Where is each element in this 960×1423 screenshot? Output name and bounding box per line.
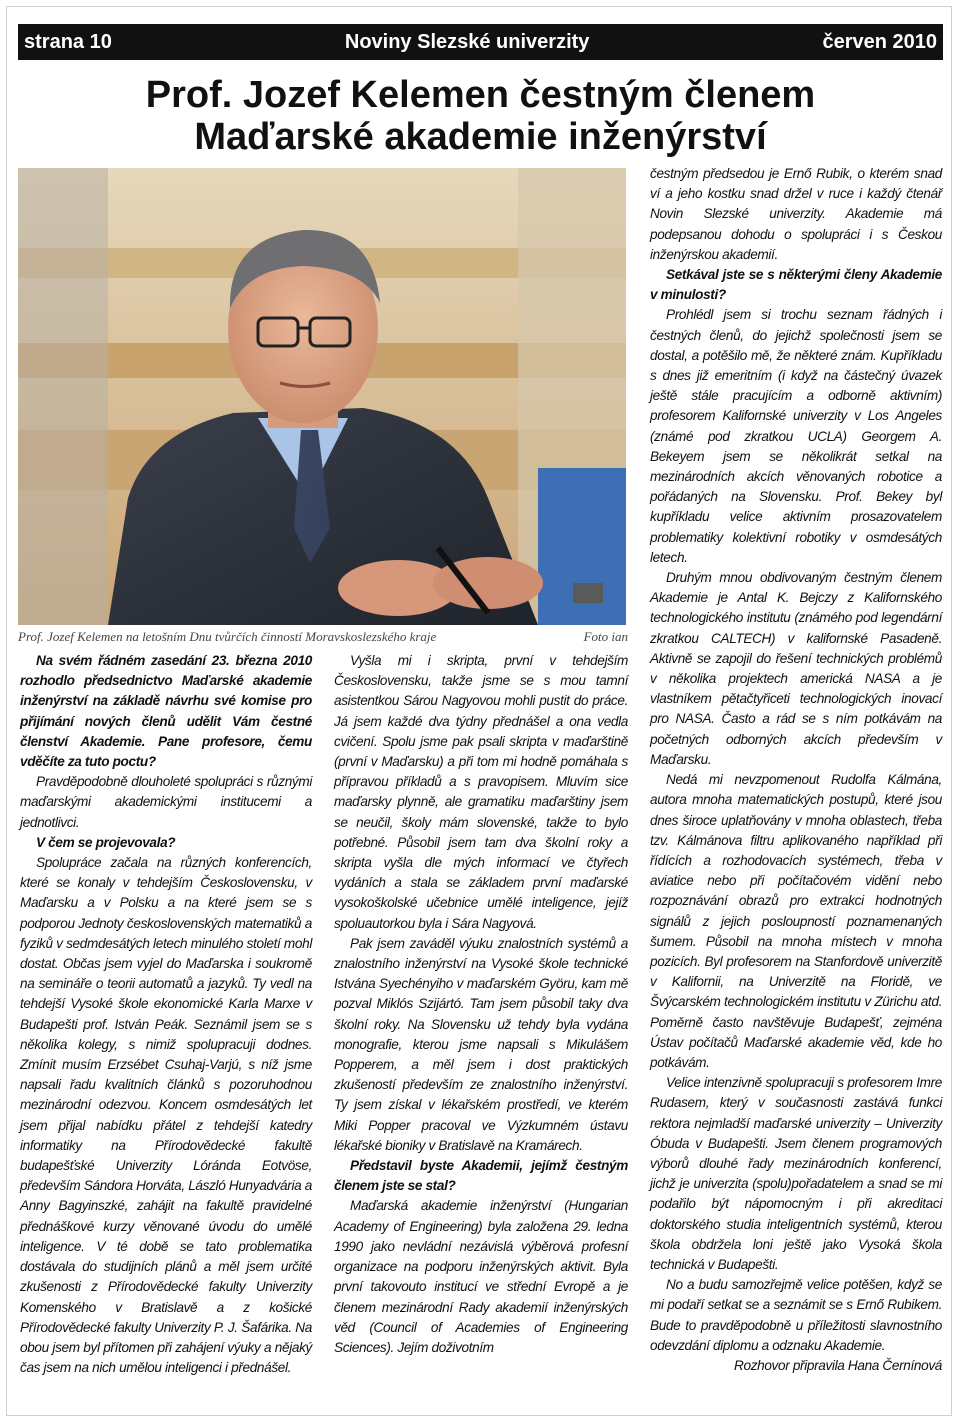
issue-date: červen 2010	[822, 30, 937, 53]
headline-line-1: Prof. Jozef Kelemen čestným členem	[145, 74, 816, 116]
answer: Pravděpodobně dlouholeté spolupráci s různými maďarskými akademickými institucemi a jednotlivci.	[20, 774, 312, 830]
photo-credit: Foto ian	[583, 629, 628, 644]
answer: Spolupráce začala na různých konferencích, které se konaly v tehdejším Československu, v Maďarsku a v Polsku a na které jsem se s podporou Jednoty československých matematiků a fyziků v sedmdesátých letech minulého století mohl dostat. Občas jsem vyjel do Maďarska i soukromě na semináře o teorii automatů a jazyků. Ty vedl na tehdejší Vysoké škole ekonomické Karla Marxe v Budapešti prof. István Peák. Seznámil jsem se s několika kolegy, s nimiž spolupracuji dodnes. Zmínit musím Erzsébet Csuhaj-Varjú, s níž jsme napsali řadu kvalitních článků s pozoruhodnou mezinárodní odezvou. Koncem osmdesátých let jsem přijal nabídku přátel z tehdejší katedry informatiky na Přírodovědecké fakultě budapešťské Univerzity Lóránda Eotvöse, především Sándora Horváta, László Hunyadvária a Anny Bagyinszké, zahájit na fakultě pravidelné přednáškové kurzy věnované úvodu do umělé inteligence. V té době se tato problematika dostávala do studijních plánů a měl jsem určité zkušenosti z Přírodovědecké fakulty Univerzity Komenského v Bratislavě a z košické Přírodovědecké fakulty Univerzity P. J. Šafárika. Na obou jsem byl přítomen při zahájení výuky a nějaký čas jsem na nich umělou inteligenci i přednášel.	[20, 855, 312, 1376]
page-number: strana 10	[24, 30, 112, 53]
answer: Druhým mnou obdivovaným čestným členem Akademie je Antal K. Bejczy z Kalifornského technologického institutu (známého pod legendární zkratkou CALTECH) v kalifornské Pasadeně. Aktivně se zapojil do řešení technických problémů v několika projektech americká NASA a je vlastníkem pětačtyřiceti technologických inovací pro NASA. Často a rád se s ním potkávám na početných odborných akcích především v Maďarsku.	[650, 570, 942, 767]
answer: No a budu samozřejmě velice potěšen, když se mi podaří setkat se a seznámit se s Ernő Rubikem. Bude to pravděpodobně u příležitosti slavnostního odevzdání diplomu a odznaku Akademie.	[650, 1277, 942, 1353]
question: V čem se projevovala?	[36, 834, 176, 850]
answer: Vyšla mi i skripta, první v tehdejším Československu, takže jsme se s mou tamní asistentkou Sárou Nagyovou mohli pustit do práce. Já jsem každé dva týdny přednášel a ona vedla cvičení. Spolu jsme pak psali skripta v maďarštině (první v Maďarsku) a při tom mi hodně pomáhala s přípravou příkladů a s pravopisem. Mluvím sice maďarsky plynně, ale gramatiku maďarštiny jsem se neučil, školy mám slovenské, takže to bylo potřebné. Působil jsem tam dva školní roky a skripta vyšla dle mých informací ve čtyřech vydáních a stala se základem první maďarské vysokoškolské učebnice umělé inteligence, jejíž spoluautorkou byla i Sára Nagyová.	[334, 653, 628, 931]
page-header	[18, 24, 943, 60]
author-signature: Rozhovor připravila Hana Černínová	[734, 1357, 942, 1373]
headline-line-2: Maďarské akademie inženýrství	[194, 116, 767, 158]
answer: čestným předsedou je Ernő Rubik, o kterém snad ví a jeho kostku snad držel v ruce i každý čtenář Novin Slezské univerzity. Akademie má podepsanou dohodu o spolupráci i s Českou inženýrskou akademií.	[650, 166, 942, 262]
publication-name: Noviny Slezské univerzity	[344, 30, 590, 53]
answer: Prohlédl jsem si trochu seznam řádných i čestných členů, do jejichž společnosti jsem se dostal, a potěšilo mě, že některé znám. Kupříkladu s dnes již emeritním (i když na částečný úvazek ještě stále pracujícím a odborně aktivním) profesorem Kalifornské univerzity v Los Angeles (známé pod zkratkou UCLA) Georgem A. Bekeyem jsem se několikrát setkal na mezinárodních akcích věnovaných robotice a pořádaných na Slovensku. Prof. Bekey byl kupříkladu velice aktivním prosazovatelem problematiky kolektivní robotiky v osmdesátých letech.	[650, 307, 942, 565]
portrait-photo	[18, 168, 626, 625]
answer: Velice intenzivně spolupracuji s profesorem Imre Rudasem, který v současnosti zastává funkci rektora nejmladší maďarské univerzity – Univerzity Óbuda v Budapešti. Jsem členem programových výborů dlouhé řady mezinárodních konferencí, jichž je univerzita (spolu)pořadatelem a snad se mi podařilo být nápomocným i při akreditaci doktorského studia inteligentních systémů, kterou škola obdržela loni ještě jako Vysoká škola technická v Budapešti.	[650, 1075, 942, 1272]
article-column-2	[334, 651, 628, 1358]
article-column-1	[20, 651, 312, 1378]
answer: Nedá mi nevzpomenout Rudolfa Kálmána, autora mnoha matematických postupů, které jsou dnes široce uplatňovány v mnoha oblastech, třeba tzv. Kálmánova filtru aplikovaného například při řídících a rozhodovacích systémech, třeba v aviatice nebo při počítačovém vidění nebo rozpoznávání obrazů pro extrakci hodnotných signálů z jejich posloupností poznamenaných šumem. Působil na mnoha místech v mnoha pozicích. Byl profesorem na Stanfordově univerzitě v Kalifornii, na Univerzitě na Floridě, ve Švýcarském technologickém institutu v Zürichu atd. Poměrně často navštěvuje Budapešť, zejména Ústav počítačů Maďarské akademie věd, kde ho potkávám.	[650, 772, 942, 1070]
answer: Maďarská akademie inženýrství (Hungarian Academy of Engineering) byla založena 29. ledna 1990 jako nevládní nezávislá výběrová profesní organizace na podporu inženýrských aktivit. Byla první takovouto institucí ve střední Evropě a je členem mezinárodní Rady akademií inženýrských věd (Council of Academies of Engineering Sciences). Jejím doživotním	[334, 1198, 628, 1355]
article-column-3	[650, 164, 942, 1376]
question: Na svém řádném zasedání 23. března 2010 rozhodlo předsednictvo Maďarské akademie inženýrství na základě návrhu své komise pro přijímání nových členů udělit Vám čestné členství Akademie. Pane profesore, čemu vděčíte za tuto poctu?	[20, 653, 312, 770]
photo-caption	[18, 629, 628, 647]
photo-caption-text: Prof. Jozef Kelemen na letošním Dnu tvůrčích činností Moravskoslezského kraje	[18, 629, 437, 644]
portrait-illustration	[18, 168, 626, 625]
answer: Pak jsem zaváděl výuku znalostních systémů a znalostního inženýrství na Vysoké škole technické Istvána Syechényiho v maďarském Györu, kam mě pozval Miklós Szijártó. Tam jsem působil taky dva školní roky. Na Slovensku už tehdy byla vydána monografie, kterou jsme napsali s Mikulášem Popperem, a měl jsem i dost praktických zkušeností především ze znalostního inženýrství. Ty jsem získal v lékařském prostředí, ve kterém Miki Popper pracoval ve Výzkumném ústavu lékařské bioniky v Bratislavě na Kramárech.	[334, 935, 628, 1153]
question: Setkával jste se s některými členy Akademie v minulosti?	[650, 267, 942, 303]
article-headline	[18, 74, 943, 158]
question: Představil byste Akademii, jejímž čestným členem jste se stal?	[334, 1158, 628, 1194]
